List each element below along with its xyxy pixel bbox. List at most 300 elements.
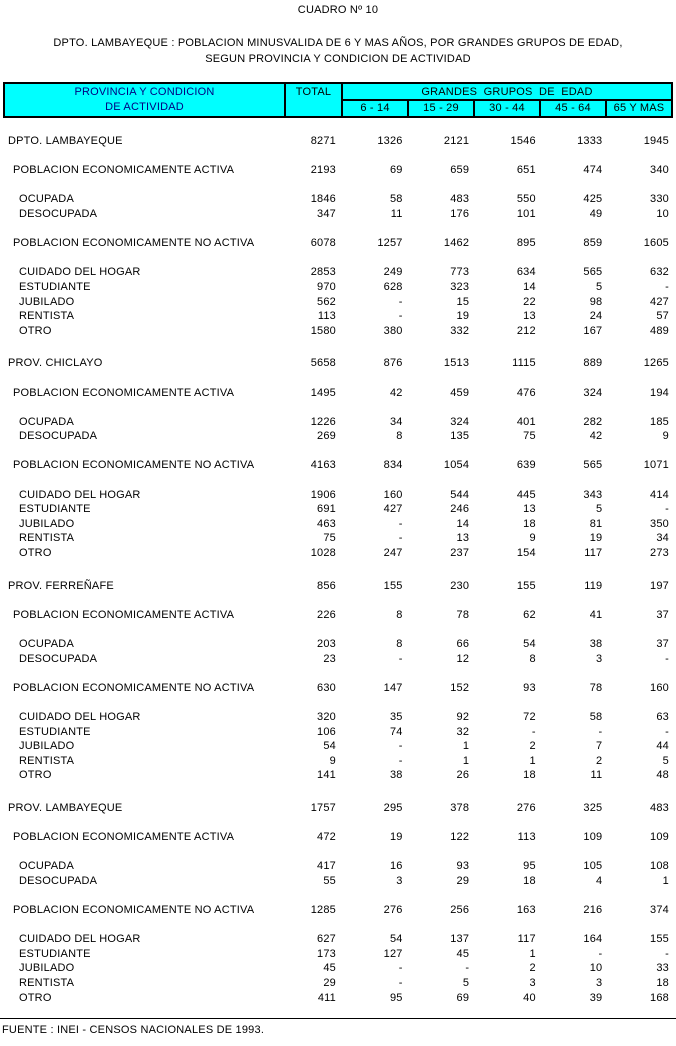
cell-value: 34 — [389, 415, 403, 428]
table-row — [3, 903, 673, 918]
cell-value: 773 — [450, 266, 470, 279]
cell-value: - — [398, 740, 403, 753]
cell-value: 1846 — [310, 193, 336, 206]
table-row — [3, 488, 673, 503]
cell-value: 249 — [383, 266, 403, 279]
cell-value: 108 — [650, 860, 669, 873]
cell-value: 185 — [650, 415, 669, 428]
cell-value: 632 — [650, 266, 669, 279]
cell-value: 152 — [450, 681, 470, 694]
row-label: POBLACION ECONOMICAMENTE ACTIVA — [13, 386, 235, 399]
cell-value: 155 — [383, 579, 403, 592]
cell-value: 9 — [329, 754, 336, 767]
cell-value: 269 — [317, 430, 336, 443]
table-row — [3, 207, 673, 222]
spacer — [3, 473, 673, 488]
cell-value: 1605 — [643, 237, 669, 250]
table-row — [3, 280, 673, 295]
cell-value: 5 — [462, 977, 470, 990]
cell-value: 18 — [523, 769, 536, 782]
cell-value: 54 — [323, 740, 336, 753]
cell-value: 1257 — [377, 237, 403, 250]
cell-value: - — [665, 652, 669, 665]
spacer — [3, 622, 673, 637]
cell-value: 401 — [516, 415, 536, 428]
cell-value: 1580 — [310, 324, 336, 337]
cell-value: 1546 — [510, 135, 536, 147]
cell-value: 117 — [584, 547, 603, 560]
header-provincia-condicion — [5, 84, 286, 116]
table-row — [3, 976, 673, 991]
row-label: DESOCUPADA — [19, 874, 98, 887]
header-age-groups — [343, 84, 671, 116]
cell-value: 197 — [650, 579, 669, 592]
cell-value: 2 — [596, 754, 603, 767]
cell-value: 78 — [456, 608, 470, 621]
row-label: POBLACION ECONOMICAMENTE NO ACTIVA — [13, 237, 255, 250]
table-row — [3, 710, 673, 725]
cell-value: 856 — [317, 579, 336, 592]
table-body — [3, 134, 673, 1005]
cell-value: 141 — [317, 769, 336, 782]
cell-value: 256 — [450, 904, 470, 917]
table-row — [3, 768, 673, 783]
header-age-65-mas: 65 Y MAS — [613, 102, 665, 114]
cell-value: 113 — [317, 310, 336, 323]
cell-value: 378 — [450, 801, 470, 814]
cell-value: 414 — [650, 488, 669, 501]
cell-value: 135 — [450, 430, 470, 443]
cell-value: 160 — [383, 488, 403, 501]
row-label: JUBILADO — [19, 517, 75, 530]
cell-value: 1 — [529, 754, 536, 767]
cell-value: 1265 — [643, 357, 669, 370]
cell-value: - — [665, 947, 669, 960]
table-row — [3, 546, 673, 561]
cell-value: 1071 — [643, 459, 669, 472]
cell-value: 427 — [650, 295, 669, 308]
row-label: ESTUDIANTE — [19, 947, 91, 960]
cell-value: 63 — [656, 710, 669, 723]
cell-value: 565 — [583, 266, 603, 279]
table-row — [3, 192, 673, 207]
cell-value: 8 — [396, 608, 403, 621]
cell-value: 92 — [456, 710, 470, 723]
row-label: ESTUDIANTE — [19, 280, 91, 293]
cell-value: 324 — [583, 386, 603, 399]
table-row — [3, 236, 673, 251]
cell-value: 273 — [650, 547, 669, 560]
table-row — [3, 739, 673, 754]
cell-value: 3 — [596, 977, 603, 990]
spacer — [3, 666, 673, 681]
cell-value: 78 — [589, 681, 603, 694]
cell-value: 226 — [317, 608, 336, 621]
cell-value: 12 — [456, 652, 470, 665]
row-label: PROV. FERREÑAFE — [8, 579, 114, 592]
table-row — [3, 681, 673, 696]
cell-value: 34 — [656, 532, 669, 545]
cell-value: 33 — [656, 962, 669, 975]
cell-value: 45 — [456, 947, 470, 960]
cell-value: 58 — [589, 710, 603, 723]
cell-value: 347 — [317, 207, 336, 220]
cell-value: 8 — [396, 430, 403, 443]
row-label: OCUPADA — [19, 193, 74, 206]
cell-value: 113 — [517, 831, 536, 844]
table-row — [3, 324, 673, 339]
row-label: OTRO — [19, 769, 52, 782]
header-provincia-line2: DE ACTIVIDAD — [105, 101, 184, 113]
row-label: ESTUDIANTE — [19, 725, 91, 738]
cell-value: 489 — [650, 324, 669, 337]
cell-value: 29 — [323, 977, 336, 990]
row-label: DESOCUPADA — [19, 207, 98, 220]
cell-value: 9 — [662, 430, 669, 443]
cell-value: 212 — [516, 324, 536, 337]
cell-value: 29 — [456, 874, 470, 887]
row-label: OCUPADA — [19, 638, 74, 650]
table-row — [3, 961, 673, 976]
cell-value: 425 — [583, 193, 603, 206]
cell-value: 5 — [596, 280, 603, 293]
cell-value: 550 — [516, 193, 536, 206]
row-label: PROV. LAMBAYEQUE — [8, 801, 123, 814]
cell-value: 44 — [656, 740, 669, 753]
cell-value: 295 — [383, 801, 403, 814]
cell-value: 483 — [450, 193, 470, 206]
cell-value: 324 — [450, 415, 470, 428]
cell-value: 81 — [589, 517, 603, 530]
row-label: JUBILADO — [19, 962, 75, 975]
cell-value: 24 — [589, 310, 603, 323]
cell-value: 1054 — [443, 459, 470, 472]
spacer — [3, 338, 673, 356]
row-label: CUIDADO DEL HOGAR — [19, 710, 141, 723]
cell-value: 216 — [583, 904, 603, 917]
table-row — [3, 415, 673, 430]
cell-value: 45 — [323, 962, 336, 975]
spacer — [3, 695, 673, 710]
cell-value: - — [398, 652, 403, 665]
table-row — [3, 163, 673, 178]
cell-value: 876 — [383, 357, 403, 370]
cell-value: 4 — [596, 874, 603, 887]
header-age-45-64: 45 - 64 — [541, 101, 607, 116]
cell-value: 18 — [523, 874, 536, 887]
table-row — [3, 991, 673, 1006]
cell-value: 95 — [389, 991, 403, 1004]
row-label: DPTO. LAMBAYEQUE — [8, 135, 123, 147]
cell-value: 49 — [589, 207, 603, 220]
cell-value: 691 — [317, 503, 336, 516]
cell-value: 55 — [323, 874, 336, 887]
cell-value: 1333 — [577, 135, 603, 147]
cell-value: 343 — [583, 488, 603, 501]
cell-value: 62 — [523, 608, 536, 621]
cell-value: 1028 — [310, 547, 336, 560]
table-row — [3, 531, 673, 546]
cell-value: 1945 — [643, 135, 669, 147]
cell-value: - — [531, 725, 536, 738]
cell-value: 237 — [450, 547, 470, 560]
cell-value: 101 — [516, 207, 536, 220]
cell-value: 95 — [523, 860, 536, 873]
cell-value: 42 — [589, 430, 603, 443]
page-title: CUADRO Nº 10 — [297, 4, 379, 16]
cell-value: 3 — [396, 874, 403, 887]
cell-value: 19 — [456, 310, 470, 323]
cell-value: 155 — [650, 933, 669, 946]
cell-value: 147 — [383, 681, 403, 694]
cell-value: - — [398, 962, 403, 975]
cell-value: 374 — [650, 904, 669, 917]
cell-value: 16 — [389, 860, 403, 873]
cell-value: 5 — [662, 754, 669, 767]
cell-value: 18 — [523, 517, 536, 530]
table-row — [3, 309, 673, 324]
cell-value: 282 — [583, 415, 603, 428]
cell-value: 2121 — [443, 135, 470, 147]
cell-value: - — [598, 947, 603, 960]
table-row — [3, 295, 673, 310]
cell-value: 8 — [396, 638, 403, 650]
cell-value: 1 — [662, 874, 669, 887]
cell-value: 122 — [450, 831, 470, 844]
cell-value: 13 — [523, 310, 536, 323]
row-label: OTRO — [19, 547, 52, 560]
cell-value: 472 — [317, 831, 336, 844]
cell-value: 628 — [383, 280, 403, 293]
cell-value: 4163 — [310, 459, 336, 472]
cell-value: 459 — [450, 386, 470, 399]
cell-value: 98 — [589, 295, 603, 308]
cell-value: 119 — [584, 579, 603, 592]
cell-value: 163 — [516, 904, 536, 917]
cell-value: 1285 — [310, 904, 336, 917]
cell-value: 476 — [516, 386, 536, 399]
cell-value: 1906 — [310, 488, 336, 501]
cell-value: - — [398, 754, 403, 767]
cell-value: 54 — [389, 933, 403, 946]
cell-value: 154 — [516, 547, 536, 560]
cell-value: 463 — [317, 517, 336, 530]
row-label: POBLACION ECONOMICAMENTE NO ACTIVA — [13, 459, 255, 472]
cell-value: 203 — [317, 638, 336, 650]
cell-value: 3 — [596, 652, 603, 665]
cell-value: 1513 — [443, 357, 470, 370]
cell-value: 160 — [650, 681, 669, 694]
cell-value: 164 — [583, 933, 603, 946]
cell-value: 889 — [583, 357, 603, 370]
spacer — [3, 889, 673, 904]
table-row — [3, 608, 673, 623]
row-label: DESOCUPADA — [19, 652, 98, 665]
table-header — [3, 82, 673, 118]
cell-value: 74 — [389, 725, 403, 738]
table-row — [3, 458, 673, 473]
row-label: POBLACION ECONOMICAMENTE ACTIVA — [13, 164, 235, 177]
cell-value: 32 — [456, 725, 470, 738]
cell-value: 105 — [583, 860, 603, 873]
cell-value: 14 — [523, 280, 536, 293]
cell-value: 1462 — [443, 237, 470, 250]
cell-value: 127 — [383, 947, 403, 960]
cell-value: 194 — [650, 386, 669, 399]
cell-value: 230 — [450, 579, 470, 592]
cell-value: 320 — [317, 710, 336, 723]
cell-value: 69 — [456, 991, 470, 1004]
row-label: CUIDADO DEL HOGAR — [19, 488, 141, 501]
cell-value: 8271 — [310, 135, 336, 147]
cell-value: 155 — [516, 579, 536, 592]
cell-value: 2853 — [310, 266, 336, 279]
cell-value: 411 — [317, 991, 336, 1004]
cell-value: 427 — [383, 503, 403, 516]
table-row — [3, 502, 673, 517]
row-label: JUBILADO — [19, 740, 75, 753]
row-label: POBLACION ECONOMICAMENTE NO ACTIVA — [13, 681, 255, 694]
cell-value: 659 — [450, 164, 470, 177]
row-label: ESTUDIANTE — [19, 503, 91, 516]
cell-value: 565 — [583, 459, 603, 472]
cell-value: - — [665, 503, 669, 516]
row-label: RENTISTA — [19, 532, 75, 545]
cell-value: 276 — [383, 904, 403, 917]
cell-value: 13 — [456, 532, 470, 545]
cell-value: - — [398, 532, 403, 545]
cell-value: 323 — [450, 280, 470, 293]
cell-value: 41 — [589, 608, 603, 621]
cell-value: 93 — [523, 681, 536, 694]
row-label: OCUPADA — [19, 415, 74, 428]
cell-value: 173 — [317, 947, 336, 960]
cell-value: - — [398, 295, 403, 308]
row-label: CUIDADO DEL HOGAR — [19, 266, 141, 279]
cell-value: 2 — [529, 962, 536, 975]
cell-value: 54 — [523, 638, 536, 650]
header-age-columns — [343, 101, 671, 116]
cell-value: 1115 — [512, 357, 536, 370]
cell-value: 445 — [516, 488, 536, 501]
cell-value: 562 — [317, 295, 336, 308]
cell-value: - — [398, 977, 403, 990]
cell-value: 2193 — [310, 164, 336, 177]
table-row — [3, 947, 673, 962]
cell-value: 332 — [450, 324, 470, 337]
cell-value: 167 — [583, 324, 603, 337]
cell-value: 6078 — [310, 237, 336, 250]
table-row — [3, 830, 673, 845]
header-provincia-line1: PROVINCIA Y CONDICION — [74, 86, 215, 98]
cell-value: 1326 — [377, 135, 403, 147]
cell-value: 93 — [456, 860, 470, 873]
cell-value: 1226 — [310, 415, 336, 428]
cell-value: 168 — [650, 991, 669, 1004]
row-label: POBLACION ECONOMICAMENTE ACTIVA — [13, 608, 235, 621]
cell-value: 340 — [650, 164, 669, 177]
cell-value: 23 — [323, 652, 336, 665]
cell-value: 483 — [650, 801, 669, 814]
cell-value: 109 — [650, 831, 669, 844]
cell-value: 544 — [450, 488, 470, 501]
cell-value: 1495 — [310, 386, 336, 399]
cell-value: 9 — [529, 532, 536, 545]
cell-value: 246 — [450, 503, 470, 516]
cell-value: 58 — [389, 193, 403, 206]
cell-value: 895 — [516, 237, 536, 250]
cell-value: 42 — [389, 386, 403, 399]
cell-value: - — [665, 280, 669, 293]
header-group-title: GRANDES GRUPOS DE EDAD — [343, 84, 671, 101]
table-row — [3, 517, 673, 532]
cell-value: - — [465, 962, 470, 975]
table-row — [3, 356, 673, 371]
spacer — [3, 251, 673, 266]
header-age-6-14: 6 - 14 — [343, 101, 409, 116]
spacer — [3, 178, 673, 193]
cell-value: 1757 — [310, 801, 336, 814]
cell-value: 1 — [462, 754, 470, 767]
table-row — [3, 801, 673, 816]
cell-value: 11 — [590, 769, 603, 782]
cell-value: 40 — [523, 991, 536, 1004]
cell-value: 630 — [317, 681, 336, 694]
cell-value: 7 — [596, 740, 603, 753]
cell-value: 247 — [383, 547, 403, 560]
spacer — [3, 845, 673, 860]
spacer — [3, 918, 673, 933]
cell-value: 325 — [583, 801, 603, 814]
cell-value: 350 — [650, 517, 669, 530]
table-row — [3, 754, 673, 769]
table-row — [3, 859, 673, 874]
header-total: TOTAL — [286, 84, 343, 116]
cell-value: 380 — [383, 324, 403, 337]
row-label: PROV. CHICLAYO — [8, 357, 103, 370]
cell-value: 639 — [516, 459, 536, 472]
cell-value: 57 — [656, 310, 669, 323]
cell-value: 37 — [656, 608, 669, 621]
cell-value: 3 — [529, 977, 536, 990]
cell-value: 35 — [389, 710, 403, 723]
row-label: RENTISTA — [19, 977, 75, 990]
header-age-30-44: 30 - 44 — [475, 101, 541, 116]
spacer — [3, 444, 673, 459]
cell-value: 10 — [589, 962, 603, 975]
cell-value: 5658 — [310, 357, 336, 370]
cell-value: 417 — [317, 860, 336, 873]
cell-value: 137 — [450, 933, 470, 946]
cell-value: 13 — [523, 503, 536, 516]
cell-value: 38 — [589, 638, 603, 650]
cell-value: 37 — [656, 638, 669, 650]
cell-value: 8 — [529, 652, 536, 665]
cell-value: 106 — [317, 725, 336, 738]
cell-value: 176 — [450, 207, 470, 220]
cell-value: 627 — [317, 933, 336, 946]
cell-value: 69 — [389, 164, 403, 177]
cell-value: 109 — [583, 831, 603, 844]
cell-value: 330 — [650, 193, 669, 206]
row-label: POBLACION ECONOMICAMENTE ACTIVA — [13, 831, 235, 844]
table-row — [3, 386, 673, 401]
table-row — [3, 429, 673, 444]
spacer — [3, 593, 673, 608]
cell-value: - — [398, 310, 403, 323]
row-label: OTRO — [19, 991, 52, 1004]
cell-value: 19 — [389, 831, 403, 844]
